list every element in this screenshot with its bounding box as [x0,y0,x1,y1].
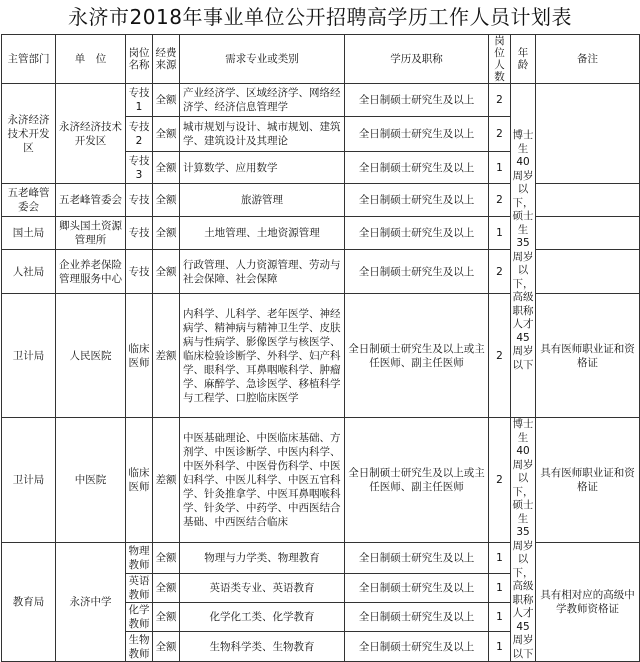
cell-unit: 永济经济技术开发区 [56,84,126,184]
cell-major: 物理与力学类、物理教育 [180,543,345,574]
table-row [2,84,640,117]
cell-position: 专技1 [126,84,153,117]
cell-notes [536,250,640,294]
cell-funding: 全额 [153,543,180,574]
cell-dept: 人社局 [2,250,56,294]
cell-count: 1 [489,543,511,574]
cell-edu: 全日制硕士研究生及以上 [345,250,489,294]
cell-edu: 全日制硕士研究生及以上或主任医师、副主任医师 [345,294,489,418]
cell-major: 内科学、儿科学、老年医学、神经病学、精神病与精神卫生学、皮肤病与性病学、影像医学与核医学、临床检验诊断学、外科学、妇产科学、眼科学、耳鼻咽喉科学、肿瘤学、麻醉学、急诊医学、移植科学与工程学、口腔临床医学 [180,294,345,418]
cell-count: 1 [489,152,511,184]
cell-age-group-1: 博士生40周岁以下，硕士生35周岁以下，高级职称人才45周岁以下 [511,84,536,418]
cell-edu: 全日制硕士研究生及以上 [345,574,489,603]
cell-edu: 全日制硕士研究生及以上 [345,603,489,632]
cell-position: 专技 [126,250,153,294]
cell-major: 化学化工类、化学教育 [180,603,345,632]
cell-funding: 全额 [153,84,180,117]
cell-position: 化学教师 [126,603,153,632]
cell-funding: 全额 [153,117,180,152]
cell-position: 专技 [126,217,153,250]
header-notes: 备注 [536,35,640,84]
cell-notes [536,184,640,217]
cell-count: 2 [489,184,511,217]
cell-major: 城市规划与设计、城市规划、建筑学、建筑设计及其理论 [180,117,345,152]
cell-position: 临床医师 [126,294,153,418]
table-row [2,250,640,294]
table-row [2,217,640,250]
cell-edu: 全日制硕士研究生及以上 [345,84,489,117]
cell-count: 1 [489,632,511,662]
cell-position: 物理教师 [126,543,153,574]
cell-major: 生物科学类、生物教育 [180,632,345,662]
cell-count: 2 [489,84,511,117]
cell-dept: 教育局 [2,543,56,662]
cell-unit: 永济中学 [56,543,126,662]
header-count: 岗位人数 [489,35,511,84]
page-title: 永济市2018年事业单位公开招聘高学历工作人员计划表 [68,5,572,29]
cell-position: 专技 [126,184,153,217]
cell-count: 2 [489,117,511,152]
cell-dept: 卫计局 [2,294,56,418]
table-row [2,184,640,217]
cell-funding: 全额 [153,217,180,250]
cell-dept: 永济经济技术开发区 [2,84,56,184]
cell-funding: 全额 [153,574,180,603]
header-funding: 经费来源 [153,35,180,84]
cell-count: 1 [489,603,511,632]
cell-age-group-2: 博士生40周岁以下，硕士生35周岁以下，高级职称人才45周岁以下 [512,418,534,660]
recruitment-table [1,34,640,662]
cell-notes [536,217,640,250]
cell-funding: 全额 [153,152,180,184]
table-row [2,418,640,543]
cell-major: 中医基础理论、中医临床基础、方剂学、中医诊断学、中医内科学、中医外科学、中医骨伤科学、中医妇科学、中医儿科学、中医五官科学、针灸推拿学、中医耳鼻咽喉科学、针灸学、中药学、中西医结合基础、中西医结合临床 [180,418,345,543]
cell-edu: 全日制硕士研究生及以上 [345,543,489,574]
cell-edu: 全日制硕士研究生及以上或主任医师、副主任医师 [345,418,489,543]
cell-edu: 全日制硕士研究生及以上 [345,632,489,662]
cell-count: 1 [489,217,511,250]
table-row [2,543,640,574]
cell-unit: 人民医院 [56,294,126,418]
header-position: 岗位名称 [126,35,153,84]
header-row [2,35,640,84]
cell-funding: 全额 [153,250,180,294]
cell-unit: 企业养老保险管理服务中心 [56,250,126,294]
cell-major: 旅游管理 [180,184,345,217]
cell-edu: 全日制硕士研究生及以上 [345,184,489,217]
cell-position: 英语教师 [126,574,153,603]
cell-notes: 具有医师职业证和资格证 [536,418,640,543]
cell-dept: 五老峰管委会 [2,184,56,217]
cell-unit: 中医院 [56,418,126,543]
cell-dept: 卫计局 [2,418,56,543]
header-edu: 学历及职称 [345,35,489,84]
cell-count: 2 [489,418,511,543]
cell-edu: 全日制硕士研究生及以上 [345,152,489,184]
header-unit: 单 位 [56,35,126,84]
header-dept: 主管部门 [2,35,56,84]
cell-notes: 具有相对应的高级中学教师资格证 [536,543,640,662]
header-major: 需求专业或类别 [180,35,345,84]
cell-dept: 国土局 [2,217,56,250]
cell-position: 专技2 [126,117,153,152]
cell-position: 生物教师 [126,632,153,662]
cell-notes: 具有医师职业证和资格证 [536,294,640,418]
cell-notes [536,84,640,184]
cell-count: 2 [489,250,511,294]
cell-unit: 卿头国土资源管理所 [56,217,126,250]
cell-major: 行政管理、人力资源管理、劳动与社会保障、社会保障 [180,250,345,294]
cell-funding: 全额 [153,603,180,632]
cell-edu: 全日制硕士研究生及以上 [345,217,489,250]
cell-edu: 全日制硕士研究生及以上 [345,117,489,152]
cell-count: 1 [489,574,511,603]
cell-position: 临床医师 [126,418,153,543]
cell-unit: 五老峰管委会 [56,184,126,217]
table-row [2,294,640,418]
cell-funding: 全额 [153,184,180,217]
cell-funding: 差额 [153,418,180,543]
cell-funding: 全额 [153,632,180,662]
cell-major: 产业经济学、区域经济学、网络经济学、经济信息管理学 [180,84,345,117]
cell-count: 2 [489,294,511,418]
cell-major: 计算数学、应用数学 [180,152,345,184]
cell-major: 土地管理、土地资源管理 [180,217,345,250]
cell-position: 专技3 [126,152,153,184]
header-age: 年龄 [511,35,536,84]
cell-major: 英语类专业、英语教育 [180,574,345,603]
cell-funding: 差额 [153,294,180,418]
